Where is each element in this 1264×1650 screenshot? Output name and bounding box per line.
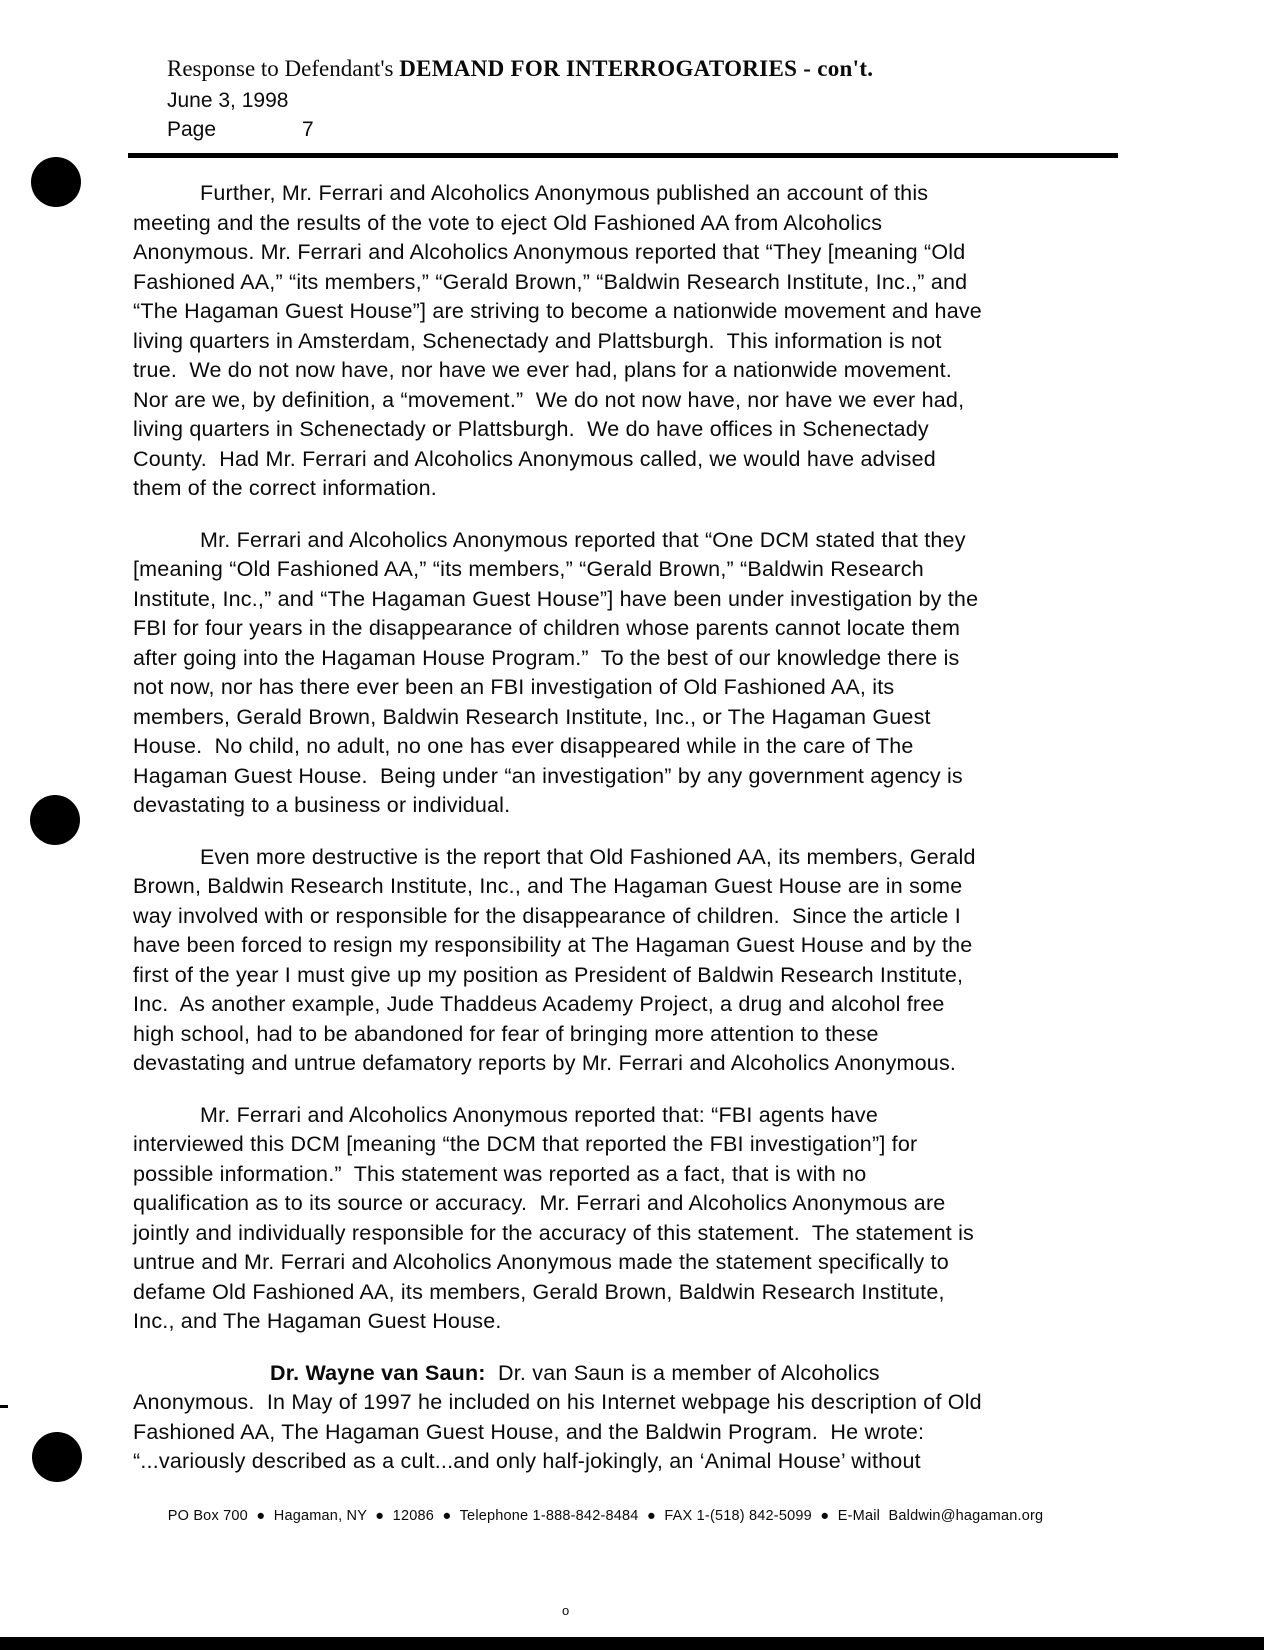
text-line: Fashioned AA, The Hagaman Guest House, and the Baldwin Program. He wrote: xyxy=(133,1419,925,1444)
page-indicator xyxy=(167,118,873,142)
text-line: living quarters in Amsterdam, Schenectady and Plattsburgh. This information is not xyxy=(133,328,942,353)
paragraph xyxy=(133,179,982,504)
hole-punch-dot xyxy=(31,157,81,207)
text-line: Nor are we, by definition, a “movement.” We do not now have, nor have we ever had, xyxy=(133,387,965,412)
text-line: true. We do not now have, nor have we ever had, plans for a nationwide movement. xyxy=(133,358,952,382)
text-line: Institute, Inc.,” and “The Hagaman Guest House”] have been under investigation by the xyxy=(133,586,979,611)
text-line: House. No child, no adult, no one has ever disappeared while in the care of The xyxy=(133,734,914,758)
text-line: Brown, Baldwin Research Institute, Inc., and The Hagaman Guest House are in some xyxy=(133,874,963,898)
paragraph xyxy=(133,1101,982,1337)
title-prefix: Response to Defendant's xyxy=(167,56,400,81)
text-line: qualification as to its source or accuracy. Mr. Ferrari and Alcoholics Anonymous are xyxy=(133,1191,946,1215)
text-line: not now, nor has there ever been an FBI investigation of Old Fashioned AA, its xyxy=(133,675,895,699)
text-line-rest: Dr. van Saun is a member of Alcoholics xyxy=(485,1360,880,1385)
text-line: County. Had Mr. Ferrari and Alcoholics Anonymous called, we would have advised xyxy=(133,446,936,471)
text-line: devastating to a business or individual. xyxy=(133,793,511,817)
text-line: members, Gerald Brown, Baldwin Research Institute, Inc., or The Hagaman Guest xyxy=(133,704,931,729)
text-line: living quarters in Schenectady or Plattsburgh. We do have offices in Schenectady xyxy=(133,417,929,441)
text-line: devastating and untrue defamatory reports by Mr. Ferrari and Alcoholics Anonymous. xyxy=(133,1051,957,1075)
text-line: Inc. As another example, Jude Thaddeus Academy Project, a drug and alcohol free xyxy=(133,992,945,1016)
text-line xyxy=(133,1359,982,1389)
text-line: FBI for four years in the disappearance of children whose parents cannot locate them xyxy=(133,616,961,640)
title-bold: DEMAND FOR INTERROGATORIES - con't. xyxy=(399,56,874,81)
text-line: after going into the Hagaman House Program.” To the best of our knowledge there is xyxy=(133,645,960,670)
text-line: meeting and the results of the vote to eject Old Fashioned AA from Alcoholics xyxy=(133,210,883,235)
text-line: Anonymous. Mr. Ferrari and Alcoholics Anonymous reported that “They [meaning “Old xyxy=(133,240,966,264)
scan-stray-mark: o xyxy=(562,1603,570,1618)
text-line: Inc., and The Hagaman Guest House. xyxy=(133,1309,502,1333)
text-line: Fashioned AA,” “its members,” “Gerald Brown,” “Baldwin Research Institute, Inc.,” and xyxy=(133,269,968,294)
text-line: “...variously described as a cult...and only half-jokingly, an ‘Animal House’ without xyxy=(133,1449,921,1473)
hole-punch-dot xyxy=(30,795,80,845)
page-header xyxy=(167,56,873,142)
scan-stray-mark xyxy=(0,1405,8,1408)
text-line: high school, had to be abandoned for fear of bringing more attention to these xyxy=(133,1021,879,1046)
paragraph xyxy=(133,1359,982,1477)
document-title xyxy=(167,56,873,82)
page-label: Page xyxy=(167,118,217,141)
text-line: first of the year I must give up my position as President of Baldwin Research Institute, xyxy=(133,962,964,987)
text-line: way involved with or responsible for the disappearance of children. Since the article I xyxy=(133,903,961,928)
text-line: Mr. Ferrari and Alcoholics Anonymous reported that: “FBI agents have xyxy=(200,1102,879,1127)
text-line: untrue and Mr. Ferrari and Alcoholics Anonymous made the statement specifically to xyxy=(133,1250,949,1274)
page-number: 7 xyxy=(302,118,314,141)
paragraph xyxy=(133,843,982,1079)
text-line: “The Hagaman Guest House”] are striving to become a nationwide movement and have xyxy=(133,299,982,323)
text-line: interviewed this DCM [meaning “the DCM that reported the FBI investigation”] for xyxy=(133,1132,918,1156)
header-rule xyxy=(128,153,1118,158)
text-line: possible information.” This statement was reported as a fact, that is with no xyxy=(133,1161,867,1186)
hole-punch-dot xyxy=(32,1432,82,1482)
text-line: Even more destructive is the report that Old Fashioned AA, its members, Gerald xyxy=(200,844,976,869)
text-line: them of the correct information. xyxy=(133,476,437,500)
text-line: defame Old Fashioned AA, its members, Gerald Brown, Baldwin Research Institute, xyxy=(133,1279,945,1304)
text-line: jointly and individually responsible for the accuracy of this statement. The statement is xyxy=(133,1220,974,1245)
document-date: June 3, 1998 xyxy=(167,89,289,112)
page-footer: PO Box 700 ● Hagaman, NY ● 12086 ● Telephone 1-888-842-8484 ● FAX 1-(518) 842-5099 ● E-Mail Baldwin@hagaman.org xyxy=(167,1508,1044,1524)
text-line: Further, Mr. Ferrari and Alcoholics Anonymous published an account of this xyxy=(200,181,929,205)
document-body xyxy=(133,179,982,1499)
bottom-scan-bar xyxy=(0,1637,1264,1650)
text-line: Mr. Ferrari and Alcoholics Anonymous reported that “One DCM stated that they xyxy=(200,527,966,552)
text-line: Hagaman Guest House. Being under “an investigation” by any government agency is xyxy=(133,763,963,788)
speaker-name: Dr. Wayne van Saun: xyxy=(270,1360,486,1385)
text-line: [meaning “Old Fashioned AA,” “its members,” “Gerald Brown,” “Baldwin Research xyxy=(133,557,924,581)
text-line: Anonymous. In May of 1997 he included on his Internet webpage his description of Old xyxy=(133,1390,982,1414)
text-line: have been forced to resign my responsibility at The Hagaman Guest House and by the xyxy=(133,933,973,957)
paragraph xyxy=(133,526,982,821)
